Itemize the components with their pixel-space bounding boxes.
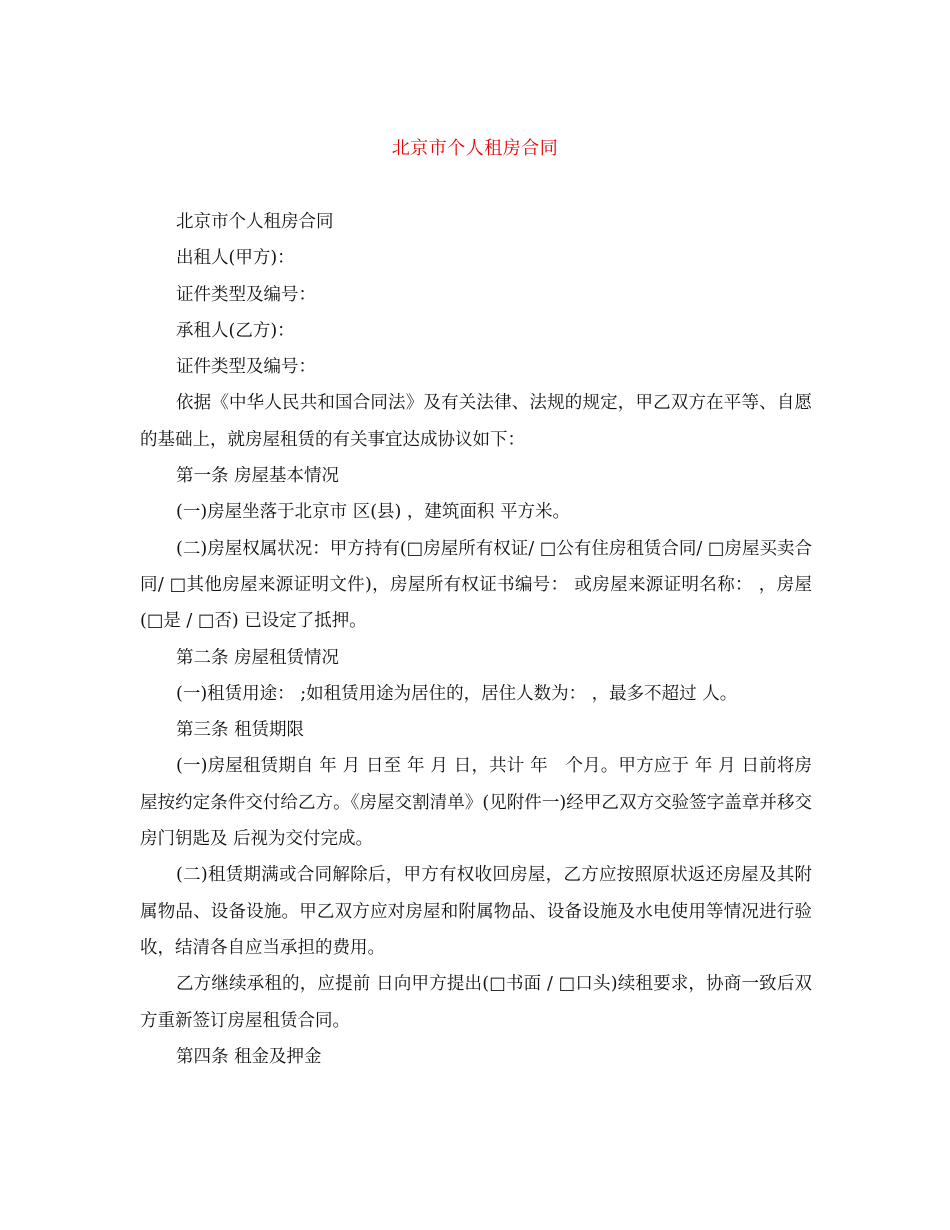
article-1-heading: 第一条 房屋基本情况 bbox=[176, 466, 340, 487]
article-3-clause-1: (一)房屋租赁期自 年 月 日至 年 月 日，共计 年 个月。甲方应于 年 月 日前将房屋按约定条件交付给乙方。《房屋交割清单》(见附件一)经甲乙双方交验签字盖章并移交房门钥匙及 后视为交付完成。 bbox=[140, 756, 812, 850]
article-4-heading: 第四条 租金及押金 bbox=[176, 1046, 322, 1067]
paragraph-heading: 北京市个人租房合同 bbox=[176, 212, 334, 232]
document-title: 北京市个人租房合同 bbox=[391, 138, 559, 159]
paragraph-lessee: 承租人(乙方)： bbox=[176, 320, 295, 341]
paragraph-lessor: 出租人(甲方)： bbox=[176, 248, 295, 269]
article-2-clause-1: (一)租赁用途： ;如租赁用途为居住的，居住人数为： ，最多不超过 人。 bbox=[176, 683, 738, 704]
article-3-renewal: 乙方继续承租的，应提前 日向甲方提出(□书面 / □口头)续租要求，协商一致后双方重新签订房屋租赁合同。 bbox=[140, 974, 812, 1031]
paragraph-lessee-id: 证件类型及编号： bbox=[176, 357, 316, 378]
paragraph-preamble: 依据《中华人民共和国合同法》及有关法律、法规的规定，甲乙双方在平等、自愿的基础上，就房屋租赁的有关事宜达成协议如下： bbox=[140, 393, 812, 450]
article-2-heading: 第二条 房屋租赁情况 bbox=[176, 647, 340, 668]
paragraph-lessor-id: 证件类型及编号： bbox=[176, 284, 316, 305]
article-3-heading: 第三条 租赁期限 bbox=[176, 720, 305, 741]
article-3-clause-2: (二)租赁期满或合同解除后，甲方有权收回房屋，乙方应按照原状返还房屋及其附属物品、设备设施。甲乙双方应对房屋和附属物品、设备设施及水电使用等情况进行验收，结清各自应当承担的费用。 bbox=[140, 865, 812, 958]
document-body bbox=[140, 204, 812, 1075]
article-1-clause-2: (二)房屋权属状况：甲方持有(□房屋所有权证/ □公有住房租赁合同/ □房屋买卖合同/ □其他房屋来源证明文件)，房屋所有权证书编号： 或房屋来源证明名称： ，房屋(□是 / □否) 已设定了抵押。 bbox=[140, 538, 812, 632]
article-1-clause-1: (一)房屋坐落于北京市 区(县) ，建筑面积 平方米。 bbox=[176, 502, 570, 523]
